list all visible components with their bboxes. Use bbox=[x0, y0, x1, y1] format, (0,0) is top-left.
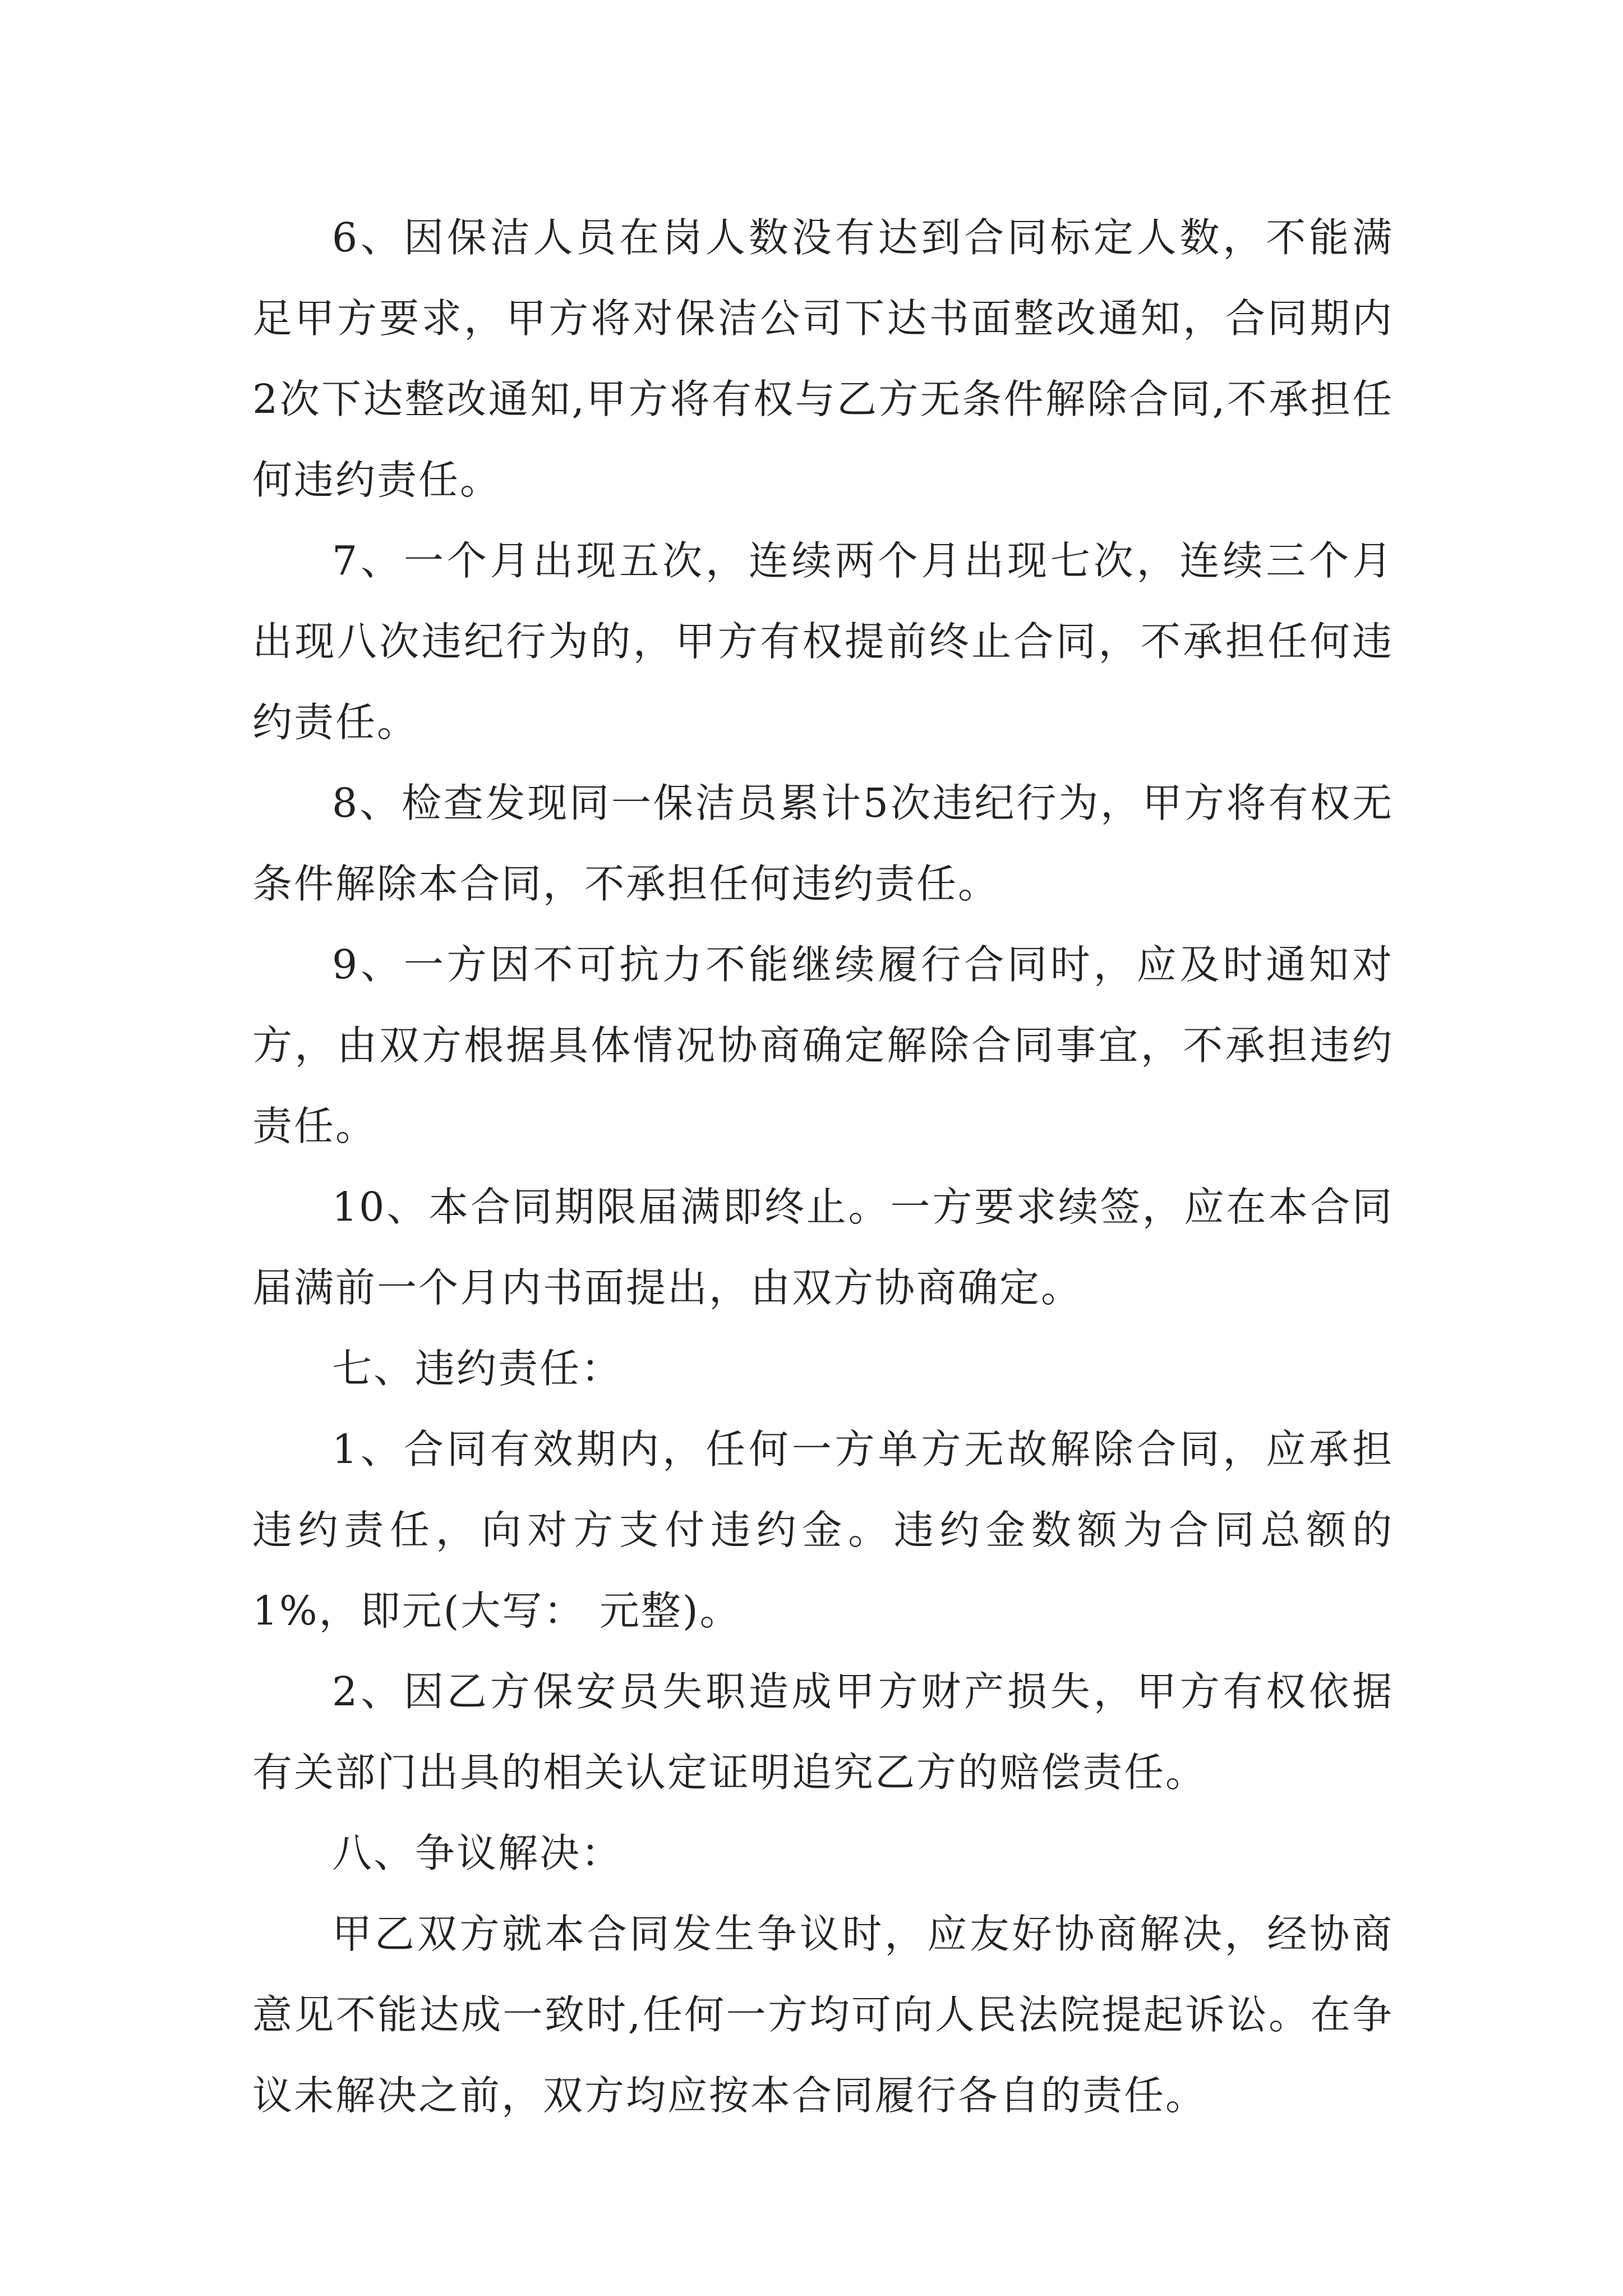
clause-8: 8、检查发现同一保洁员累计5次违纪行为，甲方将有权无条件解除本合同，不承担任何违约责任。 bbox=[252, 780, 1394, 907]
breach-clause-1: 1、合同有效期内，任何一方单方无故解除合同，应承担违约责任，向对方支付违约金。违约金数额为合同总额的1%，即元(大写： 元整)。 bbox=[252, 1426, 1394, 1634]
clause-9: 9、一方因不可抗力不能继续履行合同时，应及时通知对方，由双方根据具体情况协商确定解除合同事宜，不承担违约责任。 bbox=[252, 941, 1394, 1149]
clause-6: 6、因保洁人员在岗人数没有达到合同标定人数，不能满足甲方要求，甲方将对保洁公司下达书面整改通知，合同期内2次下达整改通知,甲方将有权与乙方无条件解除合同,不承担任何违约责任。 bbox=[252, 214, 1394, 503]
section-heading-dispute-resolution: 八、争议解决： bbox=[332, 1830, 623, 1876]
clause-10: 10、本合同期限届满即终止。一方要求续签，应在本合同届满前一个月内书面提出，由双方协商确定。 bbox=[252, 1184, 1394, 1311]
dispute-resolution-text: 甲乙双方就本合同发生争议时，应友好协商解决，经协商意见不能达成一致时,任何一方均可向人民法院提起诉讼。在争议未解决之前，双方均应按本合同履行各自的责任。 bbox=[252, 1911, 1394, 2119]
clause-7: 7、一个月出现五次，连续两个月出现七次，连续三个月出现八次违纪行为的，甲方有权提前终止合同，不承担任何违约责任。 bbox=[252, 537, 1394, 746]
breach-clause-2: 2、因乙方保安员失职造成甲方财产损失，甲方有权依据有关部门出具的相关认定证明追究乙方的赔偿责任。 bbox=[252, 1668, 1394, 1796]
document-body bbox=[252, 197, 1394, 2136]
section-heading-breach-liability: 七、违约责任： bbox=[332, 1345, 623, 1392]
